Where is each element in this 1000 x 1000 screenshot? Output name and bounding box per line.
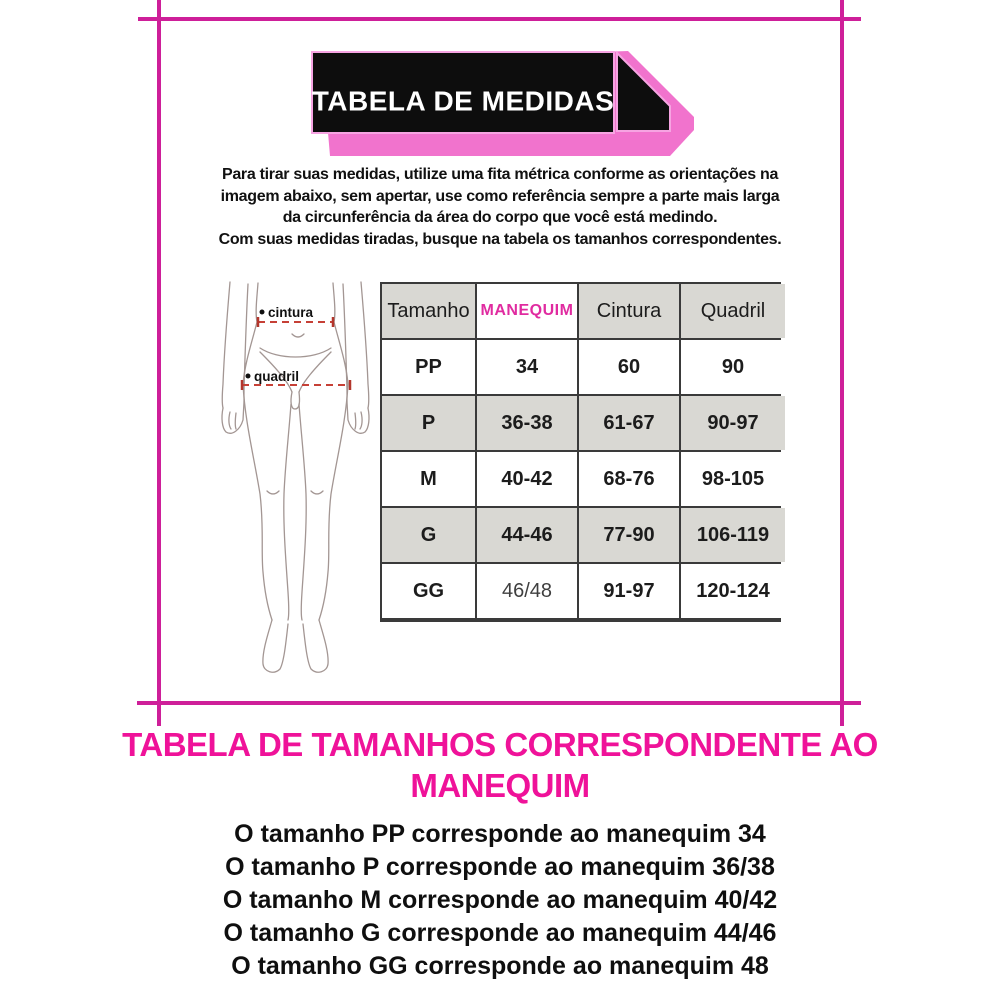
table-cell-size: G [382, 508, 475, 562]
size-table-header-quadril: Quadril [681, 284, 785, 338]
table-cell-size: GG [382, 564, 475, 618]
table-cell-manequim: 34 [477, 340, 577, 394]
instructions-line: da circunferência da área do corpo que você está medindo. [282, 209, 718, 226]
correspondence-list [0, 818, 1000, 983]
size-table-header-manequim: MANEQUIM [477, 284, 577, 338]
table-cell-manequim: 46/48 [477, 564, 577, 618]
size-table [380, 282, 781, 622]
correspondence-line: O tamanho M corresponde ao manequim 40/42 [222, 886, 778, 914]
table-cell-quadril: 90-97 [681, 396, 785, 450]
table-cell-cintura: 77-90 [579, 508, 679, 562]
instructions-line: imagem abaixo, sem apertar, use como referência sempre a parte mais larga [220, 187, 780, 205]
hip-label-bullet [246, 374, 251, 379]
body-measurement-diagram [218, 272, 378, 692]
frame-line-bottom [137, 701, 861, 705]
banner-title: TABELA DE MEDIDAS [311, 85, 615, 117]
instructions-paragraph [0, 164, 1000, 250]
correspondence-line: O tamanho GG corresponde ao manequim 48 [231, 952, 769, 980]
correspondence-line: O tamanho G corresponde ao manequim 44/46 [223, 919, 777, 947]
size-table-header-cintura: Cintura [579, 284, 679, 338]
frame-line-right [840, 0, 844, 726]
title-banner [305, 48, 700, 160]
frame-line-top [138, 17, 861, 21]
body-outline [222, 282, 369, 672]
waist-label: cintura [268, 305, 314, 320]
table-cell-cintura: 61-67 [579, 396, 679, 450]
table-cell-manequim: 40-42 [477, 452, 577, 506]
table-cell-size: P [382, 396, 475, 450]
hip-label: quadril [254, 369, 300, 384]
table-cell-manequim: 44-46 [477, 508, 577, 562]
size-table-header-tamanho: Tamanho [382, 284, 475, 338]
frame-line-left [157, 0, 161, 726]
table-cell-cintura: 60 [579, 340, 679, 394]
instructions-line: Para tirar suas medidas, utilize uma fita métrica conforme as orientações na [221, 166, 779, 183]
ribbon-banner-graphic [305, 48, 700, 160]
waist-label-bullet [260, 310, 265, 315]
table-cell-quadril: 90 [681, 340, 785, 394]
table-cell-size: PP [382, 340, 475, 394]
table-cell-quadril: 120-124 [681, 564, 785, 618]
table-cell-manequim: 36-38 [477, 396, 577, 450]
correspondence-heading-line2: MANEQUIM [410, 767, 590, 804]
correspondence-heading-line1: TABELA DE TAMANHOS CORRESPONDENTE AO [122, 726, 878, 763]
table-cell-cintura: 91-97 [579, 564, 679, 618]
table-cell-size: M [382, 452, 475, 506]
correspondence-line: O tamanho P corresponde ao manequim 36/38 [225, 853, 775, 881]
table-cell-quadril: 106-119 [681, 508, 785, 562]
correspondence-line: O tamanho PP corresponde ao manequim 34 [234, 820, 766, 848]
instructions-line: Com suas medidas tiradas, busque na tabela os tamanhos correspondentes. [218, 230, 782, 248]
table-cell-quadril: 98-105 [681, 452, 785, 506]
table-cell-cintura: 68-76 [579, 452, 679, 506]
correspondence-heading [0, 724, 1000, 806]
